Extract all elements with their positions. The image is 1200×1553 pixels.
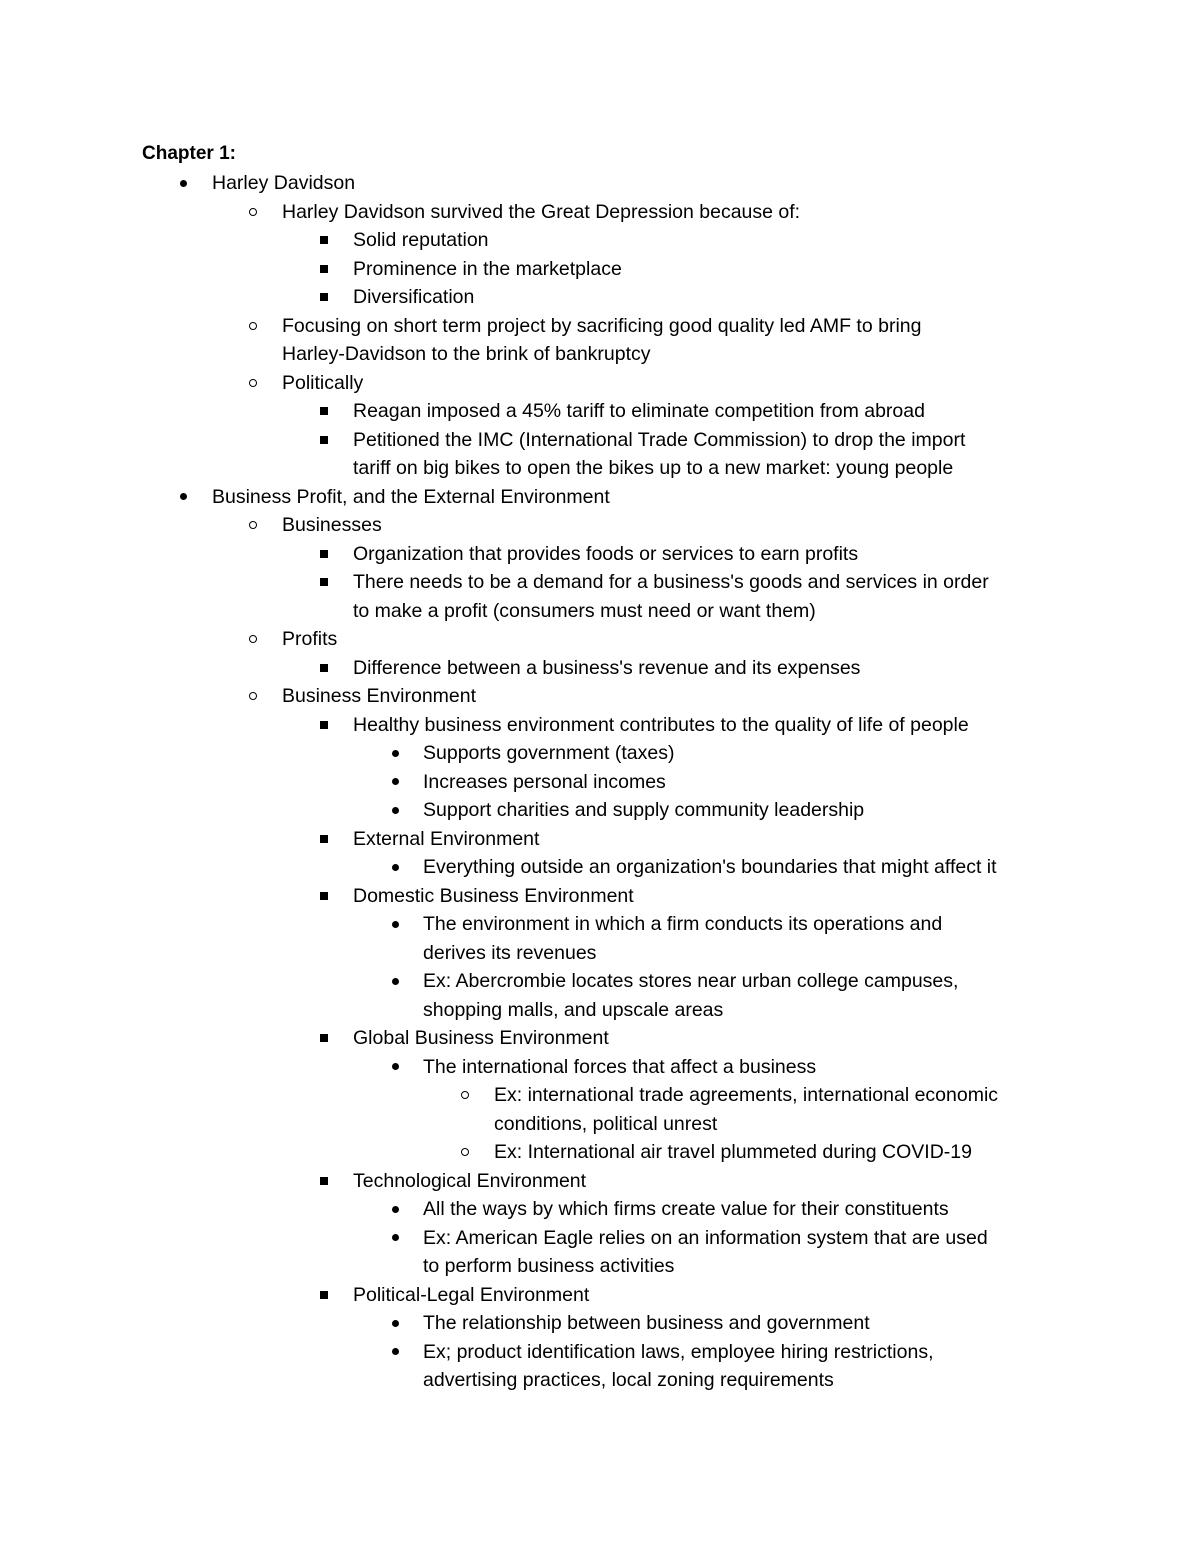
outline-item <box>458 1138 972 1167</box>
outline-item <box>246 682 476 711</box>
outline-item-text: Businesses <box>282 514 382 536</box>
outline-item-text: Business Profit, and the External Environment <box>212 485 610 508</box>
outline-item <box>317 1281 589 1310</box>
outline-item <box>317 226 489 255</box>
outline-item-text: Harley-Davidson to the brink of bankruptcy <box>282 343 651 365</box>
outline-item-text: Harley Davidson <box>212 172 356 194</box>
outline-item-text: Ex: American Eagle relies on an information system that are used <box>423 1226 988 1249</box>
disc-bullet-icon <box>388 1053 402 1082</box>
outline-item <box>317 711 969 740</box>
outline-item <box>317 397 925 426</box>
outline-item-text: Ex; product identification laws, employee hiring restrictions, <box>423 1340 934 1363</box>
square-bullet-icon <box>317 397 331 426</box>
outline-item-text: Ex: Abercrombie locates stores near urban college campuses, <box>423 970 959 992</box>
outline-item <box>388 796 864 825</box>
outline-item-text: Global Business Environment <box>353 1027 609 1049</box>
square-bullet-icon <box>317 882 331 911</box>
outline-item-text: Diversification <box>353 286 475 308</box>
outline-item-text: conditions, political unrest <box>494 1112 718 1135</box>
outline-item-text: tariff on big bikes to open the bikes up to a new market: young people <box>353 457 954 479</box>
outline-item <box>388 739 674 768</box>
square-bullet-icon <box>317 226 331 255</box>
outline-item <box>388 910 942 967</box>
outline-item-text: advertising practices, local zoning requirements <box>423 1369 834 1391</box>
outline-item <box>388 853 997 882</box>
outline-item-text: The international forces that affect a business <box>423 1055 817 1078</box>
outline-item <box>388 1195 949 1224</box>
outline-item-text: Politically <box>282 371 364 394</box>
outline-item <box>388 1338 934 1395</box>
outline-item <box>458 1081 998 1138</box>
outline-item <box>246 198 800 227</box>
outline-item-text: to perform business activities <box>423 1255 675 1277</box>
outline-item <box>176 169 355 198</box>
outline-item <box>388 1309 870 1338</box>
outline-item-text: External Environment <box>353 827 540 850</box>
outline-item <box>317 825 539 854</box>
square-bullet-icon <box>317 568 331 597</box>
outline-item-text: The relationship between business and government <box>423 1312 870 1334</box>
outline-item-text: Ex: international trade agreements, international economic <box>494 1084 999 1106</box>
circle-bullet-icon <box>458 1138 472 1167</box>
chapter-heading: Chapter 1: <box>142 143 236 164</box>
outline-item-text: Technological Environment <box>353 1169 587 1192</box>
disc-bullet-icon <box>388 853 402 882</box>
square-bullet-icon <box>317 825 331 854</box>
square-bullet-icon <box>317 1167 331 1196</box>
outline-item <box>317 1167 586 1196</box>
disc-bullet-icon <box>388 768 402 797</box>
disc-bullet-icon <box>176 483 190 512</box>
outline-item <box>317 255 622 284</box>
outline-item-text: Petitioned the IMC (International Trade Commission) to drop the import <box>353 428 966 451</box>
outline-item-text: Prominence in the marketplace <box>353 257 622 280</box>
square-bullet-icon <box>317 1281 331 1310</box>
disc-bullet-icon <box>388 739 402 768</box>
outline-item-text: Business Environment <box>282 685 477 707</box>
circle-bullet-icon <box>246 198 260 227</box>
outline-item <box>317 1024 609 1053</box>
disc-bullet-icon <box>388 796 402 825</box>
outline-item-text: Focusing on short term project by sacrificing good quality led AMF to bring <box>282 314 922 337</box>
outline-item <box>317 540 858 569</box>
outline-item <box>388 1224 988 1281</box>
disc-bullet-icon <box>388 1338 402 1367</box>
circle-bullet-icon <box>246 312 260 341</box>
circle-bullet-icon <box>458 1081 472 1110</box>
square-bullet-icon <box>317 711 331 740</box>
outline-item-text: Profits <box>282 628 338 650</box>
disc-bullet-icon <box>388 967 402 996</box>
outline-item <box>388 768 666 797</box>
outline-item <box>317 654 860 683</box>
square-bullet-icon <box>317 283 331 312</box>
circle-bullet-icon <box>246 511 260 540</box>
square-bullet-icon <box>317 654 331 683</box>
disc-bullet-icon <box>388 1195 402 1224</box>
outline-item-text: Harley Davidson survived the Great Depression because of: <box>282 200 801 223</box>
outline-item <box>388 1053 816 1082</box>
square-bullet-icon <box>317 255 331 284</box>
square-bullet-icon <box>317 1024 331 1053</box>
outline-item-text: All the ways by which firms create value for their constituents <box>423 1198 949 1220</box>
outline-item-text: There needs to be a demand for a business's goods and services in order <box>353 571 989 593</box>
outline-item-text: derives its revenues <box>423 941 597 964</box>
outline-item-text: The environment in which a firm conducts its operations and <box>423 913 943 935</box>
outline-item-text: Reagan imposed a 45% tariff to eliminate competition from abroad <box>353 400 925 422</box>
outline-item <box>246 312 921 369</box>
outline-item-text: to make a profit (consumers must need or want them) <box>353 599 816 622</box>
disc-bullet-icon <box>388 1309 402 1338</box>
outline-item <box>246 625 337 654</box>
outline-item <box>176 483 610 512</box>
outline-item-text: Organization that provides foods or services to earn profits <box>353 542 859 565</box>
outline-item-text: Political-Legal Environment <box>353 1283 590 1306</box>
circle-bullet-icon <box>246 625 260 654</box>
outline-item-text: Ex: International air travel plummeted during COVID-19 <box>494 1141 972 1163</box>
outline-item-text: Solid reputation <box>353 229 489 251</box>
outline-item <box>246 369 363 398</box>
outline-item-text: shopping malls, and upscale areas <box>423 998 724 1021</box>
outline-item-text: Increases personal incomes <box>423 770 666 793</box>
outline-item <box>317 426 965 483</box>
square-bullet-icon <box>317 426 331 455</box>
outline-item <box>317 283 474 312</box>
outline-item-text: Supports government (taxes) <box>423 742 675 764</box>
disc-bullet-icon <box>388 910 402 939</box>
disc-bullet-icon <box>176 169 190 198</box>
outline-item <box>317 882 634 911</box>
outline-item <box>317 568 989 625</box>
outline-item <box>246 511 382 540</box>
square-bullet-icon <box>317 540 331 569</box>
outline-item-text: Domestic Business Environment <box>353 884 634 907</box>
circle-bullet-icon <box>246 369 260 398</box>
circle-bullet-icon <box>246 682 260 711</box>
outline-item-text: Difference between a business's revenue and its expenses <box>353 656 861 679</box>
outline-item-text: Healthy business environment contributes to the quality of life of people <box>353 713 969 736</box>
disc-bullet-icon <box>388 1224 402 1253</box>
outline-item-text: Everything outside an organization's boundaries that might affect it <box>423 856 997 878</box>
outline-item <box>388 967 958 1024</box>
outline-item-text: Support charities and supply community leadership <box>423 799 865 821</box>
